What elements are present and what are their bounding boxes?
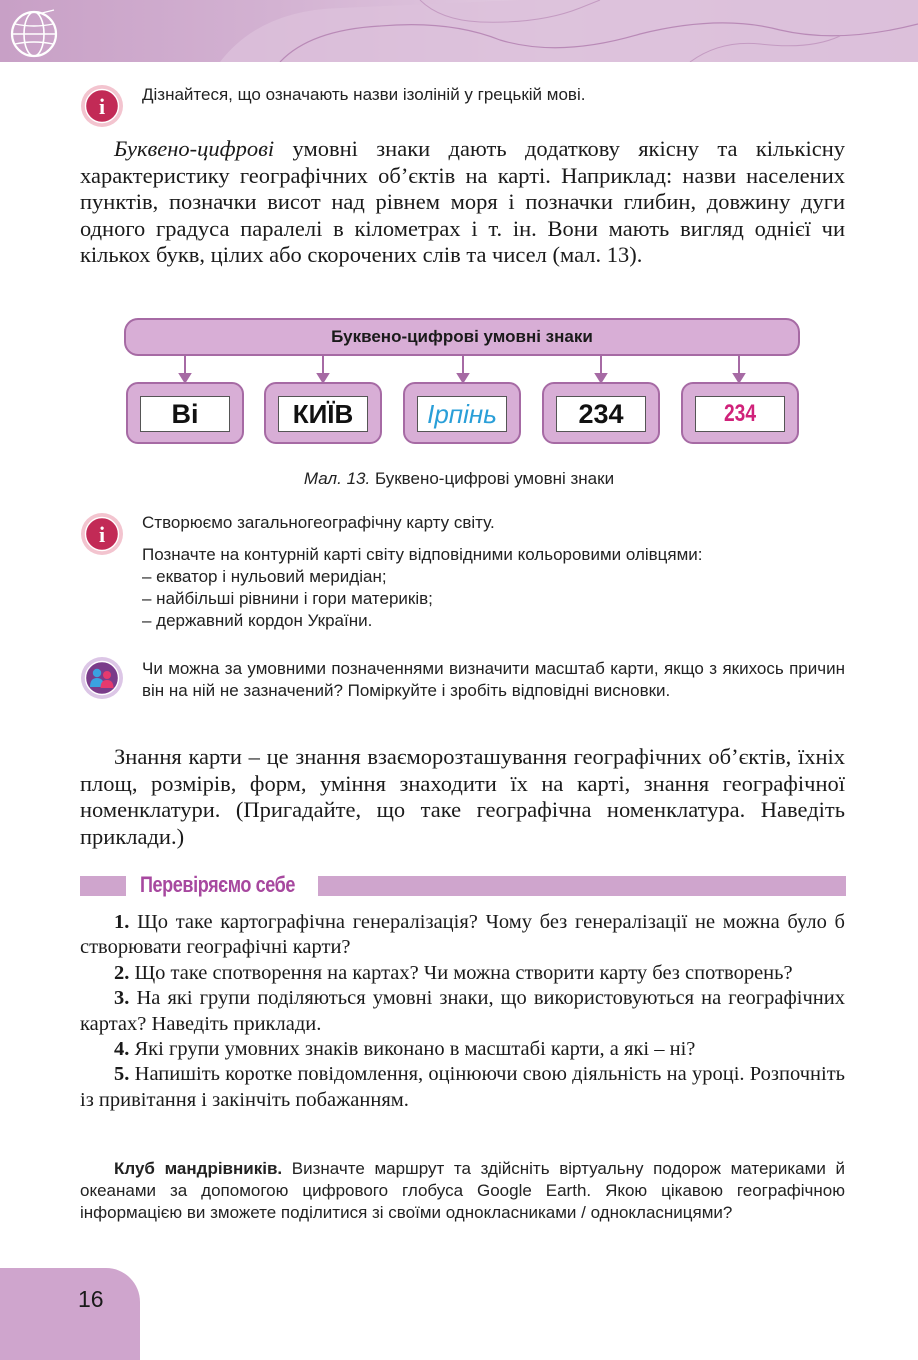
paragraph-alphanumeric-signs [80,136,845,269]
paragraph-map-knowledge: Знання карти – це знання взаєморозташування географічних об’єктів, їхніх площ, розмірів, форм, уміння знаходити їх на карті, знання географічної номенклатури. (Пригадайте, що таке географічна номенклатура. Наведіть приклади.) [80,744,845,849]
section-bar-right [318,876,846,896]
section-heading [80,874,846,898]
tip-world-map-task [142,512,842,632]
diagram-arrows [124,354,800,384]
question-text: Що таке картографічна генералізація? Чому без генералізації не можна було б створювати географічні карти? [80,911,845,959]
page-header-band [0,0,918,62]
diagram-title: Буквено-цифрові умовні знаки [331,327,593,346]
page-number-tab [0,1268,140,1360]
question-number: 3. [114,987,130,1010]
question-item [80,961,845,986]
figure-caption [0,469,918,489]
tip-list-item: – найбільші рівнини і гори материків; [142,589,433,608]
sign-box-2 [264,382,382,444]
svg-text:i: i [98,94,106,119]
sign-box-1 [126,382,244,444]
travelers-club [80,1158,845,1224]
question-text: Що таке спотворення на картах? Чи можна створити карту без спотворень? [129,961,793,984]
sign-label-5 [695,396,785,432]
question-number: 5. [114,1063,130,1086]
sign-box-5 [681,382,799,444]
figure-13-diagram [124,318,800,448]
sign-label-3: Ірпінь [417,396,507,432]
tip-isolines [142,84,842,106]
sign-box-3 [403,382,521,444]
tip-isolines-text: Дізнайтеся, що означають назви ізоліній у грецькій мові. [142,85,586,104]
discussion-text: Чи можна за умовними позначеннями визначити масштаб карти, якщо з якихось причин він на ній не зазначений? Поміркуйте і зробіть відповідні висновки. [142,659,845,700]
paragraph-body: умовні знаки дають додаткову якісну та кількісну характеристику географічних об’єктів на карті. Наприклад: назви населених пунктів, позначки висот над рівнем моря і позначки глибин, довжину дуги одного градуса паралелі в кілометрах і т. ін. Вони мають вигляд однієї чи кількох букв, цілих або скорочених слів та чисел (мал. 13). [80,136,845,267]
header-map-decoration [220,0,918,62]
question-text: Напишіть коротке повідомлення, оцінюючи свою діяльність на уроці. Розпочніть із привітання і закінчіть побажанням. [80,1063,845,1111]
sign-label-5-text: 234 [723,400,757,427]
question-item [80,1062,845,1113]
question-number: 4. [114,1038,130,1061]
question-number: 2. [114,961,130,984]
club-text: Визначте маршрут та здійсніть віртуальну подорож материками й океанами за допомогою цифрового глобуса Google Earth. Якою цікавою географічною інформацією ви зможете поділитися зі своїми однокласниками / однокласницями? [80,1159,845,1222]
globe-icon [8,8,60,60]
discussion-question [142,658,845,702]
section-bar-left [80,876,126,896]
tip-list-item: – екватор і нульовий меридіан; [142,567,387,586]
sign-label-1: Bi [140,396,230,432]
sign-label-4: 234 [556,396,646,432]
tip-list-item: – державний кордон України. [142,611,373,630]
tip-world-map-title: Створюємо загальногеографічну карту світу. [142,513,495,532]
question-number: 1. [114,911,130,933]
diagram-title-bar [124,318,800,356]
caption-label: Мал. 13. [303,469,371,488]
svg-text:i: i [98,522,106,547]
info-icon [80,512,124,556]
sign-box-4 [542,382,660,444]
page-number: 16 [78,1286,104,1312]
review-questions [80,910,845,1113]
question-text: Які групи умовних знаків виконано в масштабі карти, а які – ні? [129,1038,696,1061]
question-text: На які групи поділяються умовні знаки, що використовуються на географічних картах? Наведіть приклади. [80,987,845,1035]
people-icon [80,656,124,700]
club-label: Клуб мандрівників. [114,1159,283,1178]
term-italic: Буквено-цифрові [114,136,275,161]
caption-text: Буквено-цифрові умовні знаки [370,469,615,488]
question-item [80,1037,845,1062]
question-item [80,910,845,961]
info-icon [80,84,124,128]
question-item [80,986,845,1037]
tip-world-map-intro: Позначте на контурній карті світу відповідними кольоровими олівцями: [142,545,703,564]
sign-label-2: КИЇВ [278,396,368,432]
section-title: Перевіряємо себе [140,872,296,897]
